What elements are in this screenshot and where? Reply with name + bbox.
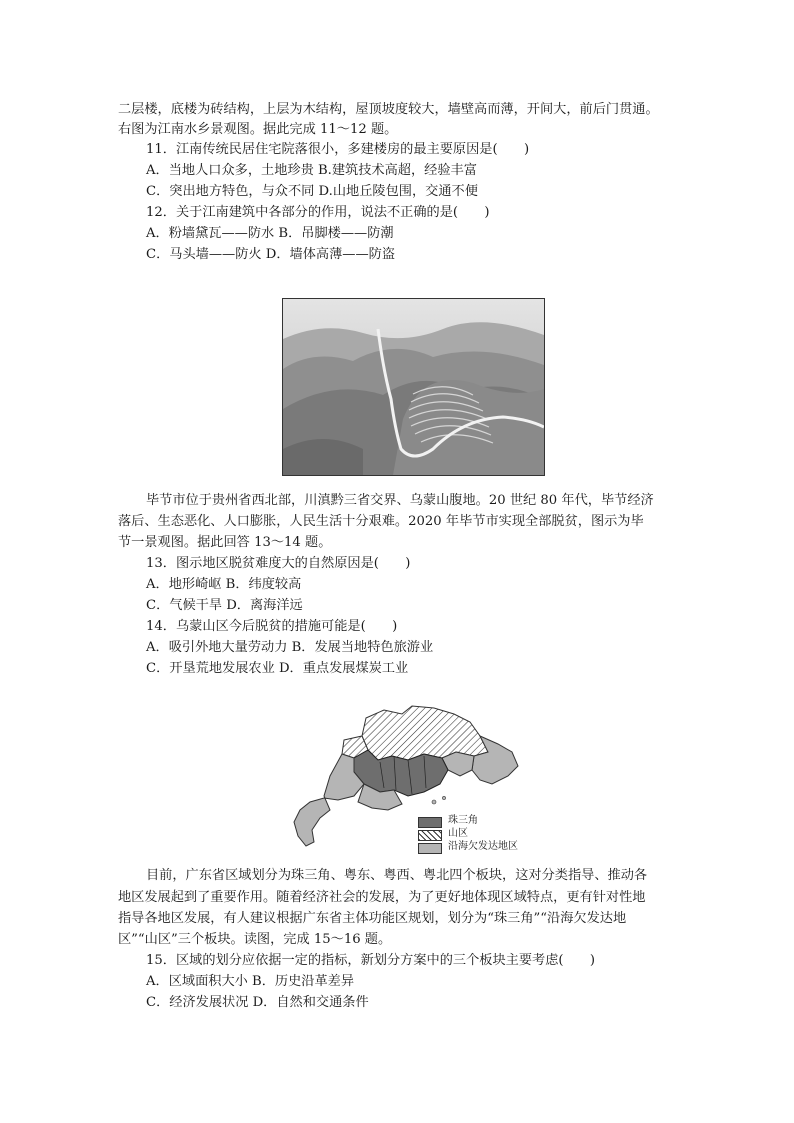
passage2-line-2: 落后、生态恶化、人口膨胀，人民生活十分艰难。2020 年毕节市实现全部脱贫，图示为毕 bbox=[118, 514, 644, 529]
passage2-line-1: 毕节市位于贵州省西北部，川滇黔三省交界、乌蒙山腹地。20 世纪 80 年代，毕节经济 bbox=[146, 493, 654, 508]
question-13-options-ab: A．地形崎岖 B．纬度较高 bbox=[146, 577, 302, 592]
intro-line-1: 二层楼，底楼为砖结构，上层为木结构，屋顶坡度较大，墙壁高而薄，开间大，前后门贯通。 bbox=[118, 102, 659, 117]
passage3-line-2: 地区发展起到了重要作用。随着经济社会的发展，为了更好地体现区域特点，更有针对性地 bbox=[118, 890, 646, 905]
passage2-line-3: 节一景观图。据此回答 13～14 题。 bbox=[118, 535, 332, 550]
guangdong-map-figure bbox=[284, 700, 544, 852]
question-11-options-cd: C．突出地方特色，与众不同 D.山地丘陵包围，交通不便 bbox=[146, 184, 478, 199]
passage3-line-3: 指导各地区发展，有人建议根据广东省主体功能区规划，划分为“珠三角”“沿海欠发达地 bbox=[118, 911, 627, 926]
guangdong-region-map bbox=[284, 700, 544, 852]
question-14-options-cd: C．开垦荒地发展农业 D．重点发展煤炭工业 bbox=[146, 661, 409, 676]
question-12-stem: 12．关于江南建筑中各部分的作用，说法不正确的是( ) bbox=[146, 205, 490, 220]
question-11-options-ab: A．当地人口众多，土地珍贵 B.建筑技术高超，经验丰富 bbox=[146, 163, 477, 178]
question-13-options-cd: C．气候干旱 D．离海洋远 bbox=[146, 598, 303, 613]
landscape-photo bbox=[282, 298, 545, 476]
legend-swatch-coastal bbox=[418, 843, 442, 854]
question-13-stem: 13．图示地区脱贫难度大的自然原因是( ) bbox=[146, 556, 411, 571]
mountain-region bbox=[362, 706, 488, 760]
question-15-stem: 15．区域的划分应依据一定的指标，新划分方案中的三个板块主要考虑( ) bbox=[146, 953, 596, 968]
legend-label-mountain: 山区 bbox=[448, 828, 468, 839]
question-14-options-ab: A．吸引外地大量劳动力 B．发展当地特色旅游业 bbox=[146, 640, 434, 655]
question-12-options-cd: C．马头墙——防火 D．墙体高薄——防盗 bbox=[146, 247, 396, 262]
question-14-stem: 14．乌蒙山区今后脱贫的措施可能是( ) bbox=[146, 619, 398, 634]
legend-swatch-pearl-delta bbox=[418, 817, 442, 828]
question-15-options-cd: C．经济发展状况 D．自然和交通条件 bbox=[146, 995, 369, 1010]
question-15-options-ab: A．区域面积大小 B．历史沿革差异 bbox=[146, 974, 355, 989]
intro-line-2: 右图为江南水乡景观图。据此完成 11～12 题。 bbox=[118, 122, 398, 137]
legend-label-coastal: 沿海欠发达地区 bbox=[448, 841, 518, 852]
legend-swatch-mountain bbox=[418, 830, 442, 841]
passage3-line-4: 区”“山区”三个板块。读图，完成 15～16 题。 bbox=[118, 932, 392, 947]
passage3-line-1: 目前，广东省区域划分为珠三角、粤东、粤西、粤北四个板块，这对分类指导、推动各 bbox=[146, 868, 648, 883]
question-12-options-ab: A．粉墙黛瓦——防水 B．吊脚楼——防潮 bbox=[146, 226, 394, 241]
coastal-west-region bbox=[294, 754, 364, 846]
legend-label-pearl-delta: 珠三角 bbox=[448, 815, 478, 826]
terraced-hills-image bbox=[283, 299, 544, 475]
question-11-stem: 11．江南传统民居住宅院落很小，多建楼房的最主要原因是( ) bbox=[146, 142, 530, 157]
